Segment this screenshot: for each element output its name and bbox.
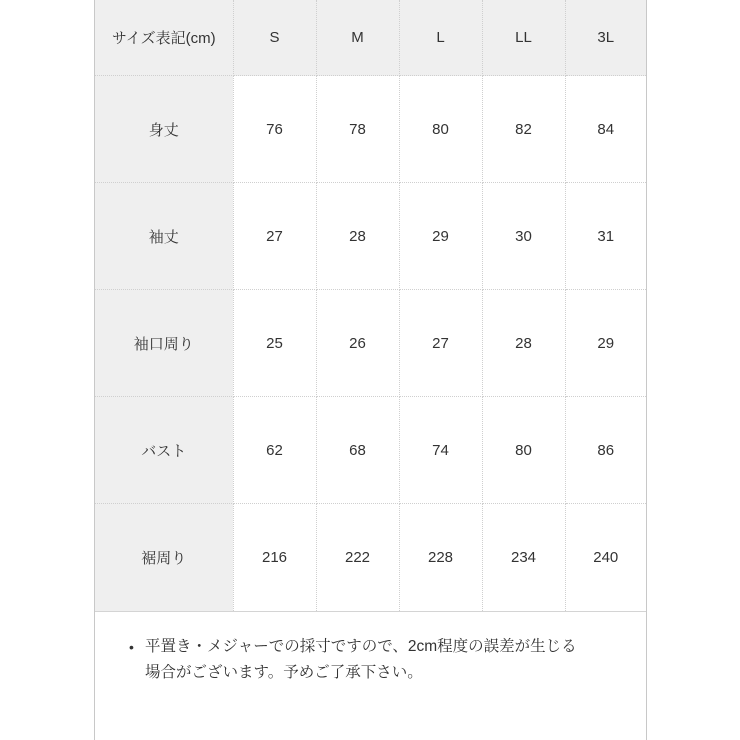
note-line-2: 場合がございます。予めご了承下さい。 bbox=[145, 664, 423, 681]
table-row bbox=[95, 76, 646, 183]
table-cell: 62 bbox=[233, 397, 316, 504]
table-cell: 234 bbox=[482, 504, 565, 612]
table-cell: 80 bbox=[399, 76, 482, 183]
table-row bbox=[95, 504, 646, 612]
table-cell: 216 bbox=[233, 504, 316, 612]
table-cell: 29 bbox=[399, 183, 482, 290]
header-size-3l: 3L bbox=[565, 0, 646, 76]
size-chart-panel bbox=[94, 0, 647, 740]
table-cell: 240 bbox=[565, 504, 646, 612]
table-row bbox=[95, 397, 646, 504]
header-size-m: M bbox=[316, 0, 399, 76]
row-label: 袖口周り bbox=[95, 290, 233, 397]
table-row bbox=[95, 183, 646, 290]
row-label: 裾周り bbox=[95, 504, 233, 612]
table-row bbox=[95, 290, 646, 397]
size-table bbox=[95, 0, 646, 612]
table-cell: 78 bbox=[316, 76, 399, 183]
table-cell: 86 bbox=[565, 397, 646, 504]
table-cell: 29 bbox=[565, 290, 646, 397]
note-line-1: 平置き・メジャーでの採寸ですので、2cm程度の誤差が生じる bbox=[145, 638, 577, 655]
table-cell: 228 bbox=[399, 504, 482, 612]
table-cell: 76 bbox=[233, 76, 316, 183]
row-label: 袖丈 bbox=[95, 183, 233, 290]
bullet-icon: • bbox=[129, 639, 134, 655]
table-cell: 74 bbox=[399, 397, 482, 504]
header-size-label: サイズ表記(cm) bbox=[95, 0, 233, 76]
header-size-s: S bbox=[233, 0, 316, 76]
note-text bbox=[129, 634, 629, 686]
row-label: 身丈 bbox=[95, 76, 233, 183]
table-cell: 31 bbox=[565, 183, 646, 290]
table-cell: 222 bbox=[316, 504, 399, 612]
row-label: バスト bbox=[95, 397, 233, 504]
table-cell: 68 bbox=[316, 397, 399, 504]
table-cell: 84 bbox=[565, 76, 646, 183]
header-size-l: L bbox=[399, 0, 482, 76]
table-cell: 28 bbox=[316, 183, 399, 290]
table-cell: 25 bbox=[233, 290, 316, 397]
table-cell: 27 bbox=[399, 290, 482, 397]
table-header-row bbox=[95, 0, 646, 76]
table-cell: 30 bbox=[482, 183, 565, 290]
table-cell: 80 bbox=[482, 397, 565, 504]
table-cell: 82 bbox=[482, 76, 565, 183]
header-size-ll: LL bbox=[482, 0, 565, 76]
table-cell: 28 bbox=[482, 290, 565, 397]
measurement-note bbox=[129, 634, 629, 686]
table-cell: 27 bbox=[233, 183, 316, 290]
table-cell: 26 bbox=[316, 290, 399, 397]
